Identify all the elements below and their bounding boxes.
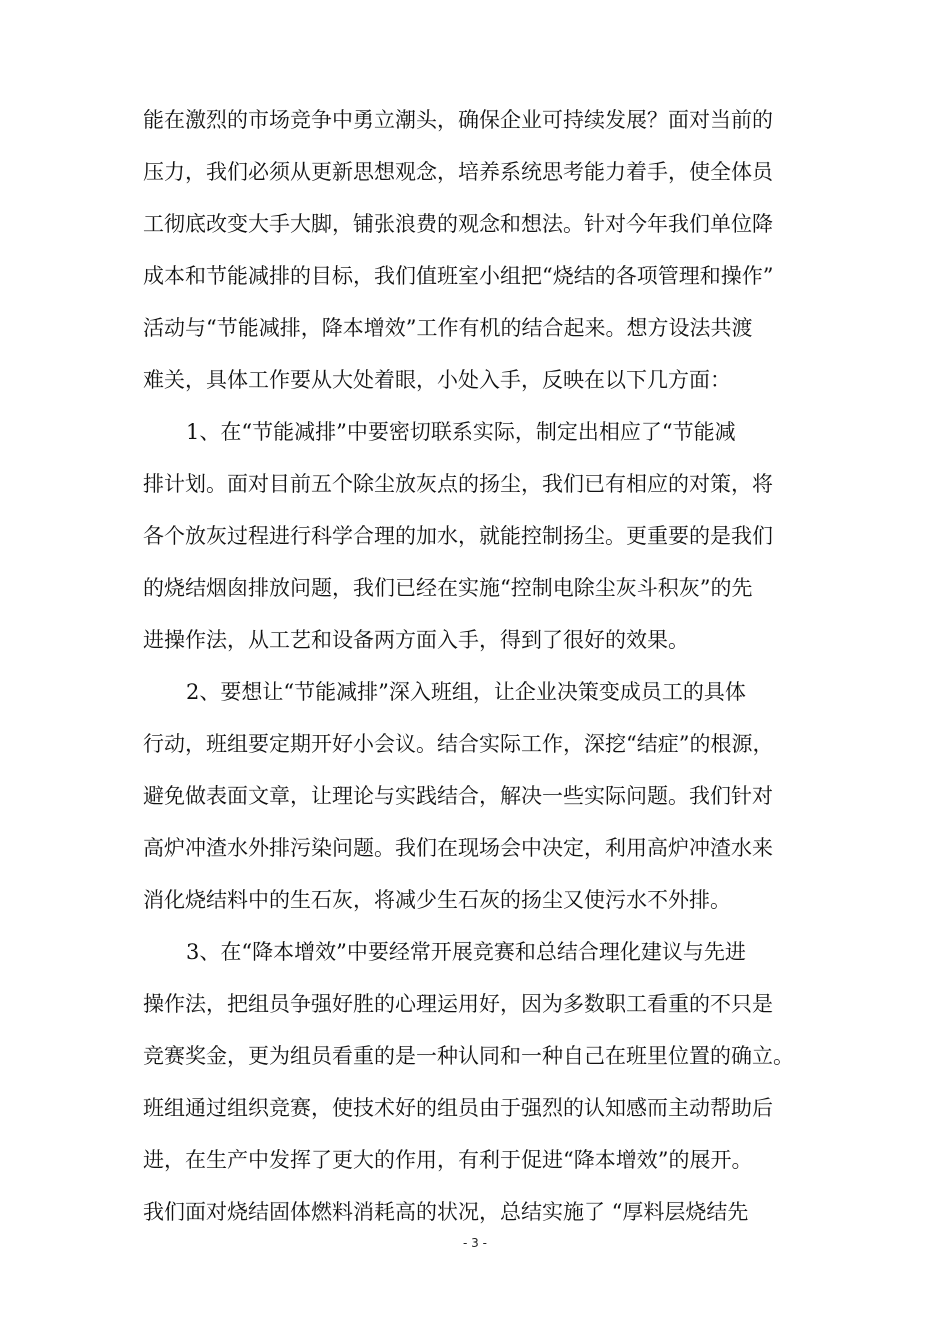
text-line: 排计划。面对目前五个除尘放灰点的扬尘，我们已有相应的对策，将 (143, 472, 773, 496)
text-line: 难关，具体工作要从大处着眼，小处入手，反映在以下几方面： (143, 368, 731, 392)
text-line: 消化烧结料中的生石灰，将减少生石灰的扬尘又使污水不外排。 (143, 888, 731, 912)
text-line: 竞赛奖金，更为组员看重的是一种认同和一种自己在班里位置的确立。 (143, 1044, 794, 1068)
paragraph-1-start: 1、在“节能减排”中要密切联系实际，制定出相应了“节能减 (186, 420, 736, 444)
text-line: 工彻底改变大手大脚，铺张浪费的观念和想法。针对今年我们单位降 (143, 212, 773, 236)
text-line: 操作法，把组员争强好胜的心理运用好，因为多数职工看重的不只是 (143, 992, 773, 1016)
text-line: 我们面对烧结固体燃料消耗高的状况，总结实施了 “厚料层烧结先 (143, 1200, 749, 1224)
text-line: 的烧结烟囱排放问题，我们已经在实施“控制电除尘灰斗积灰”的先 (143, 576, 753, 600)
text-line: 高炉冲渣水外排污染问题。我们在现场会中决定，利用高炉冲渣水来 (143, 836, 773, 860)
paragraph-2-start: 2、要想让“节能减排”深入班组，让企业决策变成员工的具体 (186, 680, 746, 704)
text-line: 活动与“节能减排，降本增效”工作有机的结合起来。想方设法共渡 (143, 316, 753, 340)
text-line: 进操作法，从工艺和设备两方面入手，得到了很好的效果。 (143, 628, 689, 652)
text-line: 行动，班组要定期开好小会议。结合实际工作，深挖“结症”的根源， (143, 732, 774, 756)
page-number: - 3 - (463, 1236, 487, 1250)
text-line: 压力，我们必须从更新思想观念，培养系统思考能力着手，使全体员 (143, 160, 773, 184)
text-line: 能在激烈的市场竞争中勇立潮头，确保企业可持续发展？面对当前的 (143, 108, 773, 132)
text-line: 进，在生产中发挥了更大的作用，有利于促进“降本增效”的展开。 (143, 1148, 753, 1172)
text-line: 成本和节能减排的目标，我们值班室小组把“烧结的各项管理和操作” (143, 264, 774, 288)
paragraph-3-start: 3、在“降本增效”中要经常开展竞赛和总结合理化建议与先进 (186, 940, 746, 964)
text-line: 各个放灰过程进行科学合理的加水，就能控制扬尘。更重要的是我们 (143, 524, 773, 548)
text-line: 避免做表面文章，让理论与实践结合，解决一些实际问题。我们针对 (143, 784, 773, 808)
text-line: 班组通过组织竞赛，使技术好的组员由于强烈的认知感而主动帮助后 (143, 1096, 773, 1120)
